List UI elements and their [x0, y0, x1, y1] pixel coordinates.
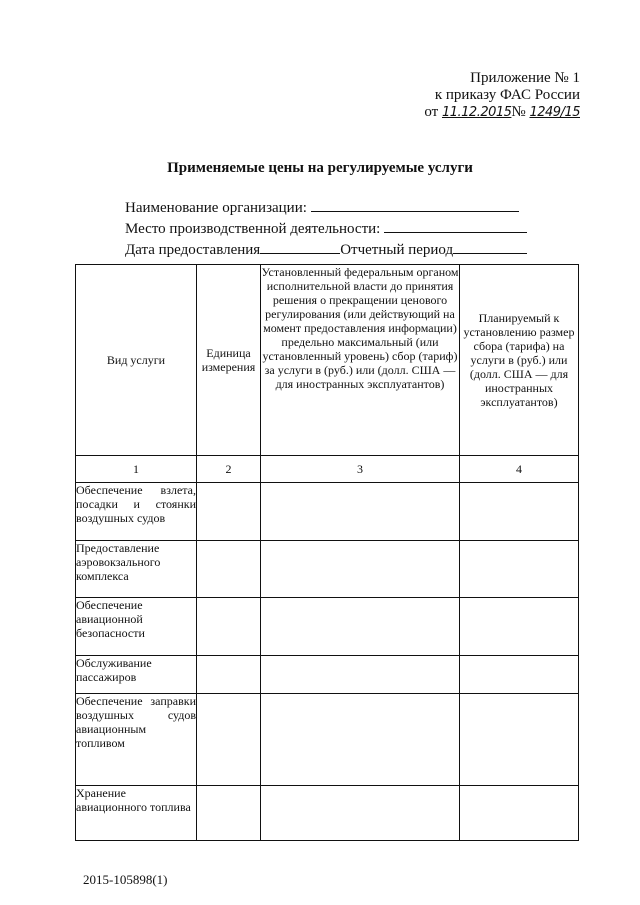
- place-label: Место производственной деятельности:: [125, 221, 381, 237]
- appendix-block: [380, 70, 580, 121]
- planned-tariff-cell[interactable]: [460, 656, 579, 694]
- appendix-date-prefix: от: [424, 104, 439, 120]
- service-cell: Обеспечение заправки воздушных судов авиационным топливом: [76, 694, 197, 786]
- org-name-label: Наименование организации:: [125, 200, 307, 216]
- service-cell: Предоставление аэровокзального комплекса: [76, 541, 197, 598]
- planned-tariff-cell[interactable]: [460, 483, 579, 541]
- table-row: [76, 786, 579, 841]
- planned-tariff-cell[interactable]: [460, 694, 579, 786]
- header-established-tariff: Установленный федеральным органом исполнительной власти до принятия решения о прекращении ценового регулирования (или действующий на момент предоставления информации) предельно максимальный (или установленный уровень) сбор (тариф) за услуги в (руб.) или (долл. США — для иностранных эксплуатантов): [261, 265, 460, 456]
- period-label: Отчетный период: [340, 242, 454, 258]
- document-number: 2015-105898(1): [83, 872, 168, 887]
- column-number: 1: [76, 456, 197, 483]
- established-tariff-cell[interactable]: [261, 598, 460, 656]
- date-label: Дата предоставления: [125, 242, 261, 258]
- unit-cell[interactable]: [197, 656, 261, 694]
- header-service-type: Вид услуги: [76, 265, 197, 456]
- place-blank: [384, 218, 527, 233]
- table-row: [76, 541, 579, 598]
- header-planned-tariff: Планируемый к установлению размер сбора (тарифа) на услуги в (руб.) или (долл. США — для иностранных эксплуатантов): [460, 265, 579, 456]
- table-row: [76, 694, 579, 786]
- column-number: 3: [261, 456, 460, 483]
- tariff-table: [75, 264, 579, 841]
- place-row: [125, 218, 527, 239]
- date-blank: [260, 239, 340, 254]
- planned-tariff-cell[interactable]: [460, 541, 579, 598]
- unit-cell[interactable]: [197, 694, 261, 786]
- table-header-row: [76, 265, 579, 456]
- service-cell: Обеспечение авиационной безопасности: [76, 598, 197, 656]
- unit-cell[interactable]: [197, 598, 261, 656]
- org-name-blank: [311, 197, 519, 212]
- established-tariff-cell[interactable]: [261, 656, 460, 694]
- column-number-row: [76, 456, 579, 483]
- header-unit: Единица измерения: [197, 265, 261, 456]
- appendix-date: 11.12.2015: [441, 105, 512, 120]
- unit-cell[interactable]: [197, 786, 261, 841]
- date-period-row: [125, 239, 527, 260]
- established-tariff-cell[interactable]: [261, 694, 460, 786]
- appendix-line3: [380, 104, 580, 121]
- established-tariff-cell[interactable]: [261, 786, 460, 841]
- document-title: Применяемые цены на регулируемые услуги: [167, 160, 473, 176]
- column-number: 2: [197, 456, 261, 483]
- planned-tariff-cell[interactable]: [460, 786, 579, 841]
- appendix-no-prefix: №: [511, 104, 526, 120]
- org-name-row: [125, 197, 527, 218]
- established-tariff-cell[interactable]: [261, 483, 460, 541]
- service-cell: Обеспечение взлета, посадки и стоянки воздушных судов: [76, 483, 197, 541]
- table-row: [76, 656, 579, 694]
- appendix-number: 1249/15: [529, 105, 580, 120]
- period-blank: [453, 239, 527, 254]
- service-cell: Хранение авиационного топлива: [76, 786, 197, 841]
- column-number: 4: [460, 456, 579, 483]
- unit-cell[interactable]: [197, 541, 261, 598]
- unit-cell[interactable]: [197, 483, 261, 541]
- appendix-line1: Приложение № 1: [470, 70, 580, 86]
- table-row: [76, 483, 579, 541]
- service-cell: Обслуживание пассажиров: [76, 656, 197, 694]
- table-row: [76, 598, 579, 656]
- established-tariff-cell[interactable]: [261, 541, 460, 598]
- planned-tariff-cell[interactable]: [460, 598, 579, 656]
- appendix-line2: к приказу ФАС России: [434, 87, 580, 103]
- form-fields: [125, 197, 527, 260]
